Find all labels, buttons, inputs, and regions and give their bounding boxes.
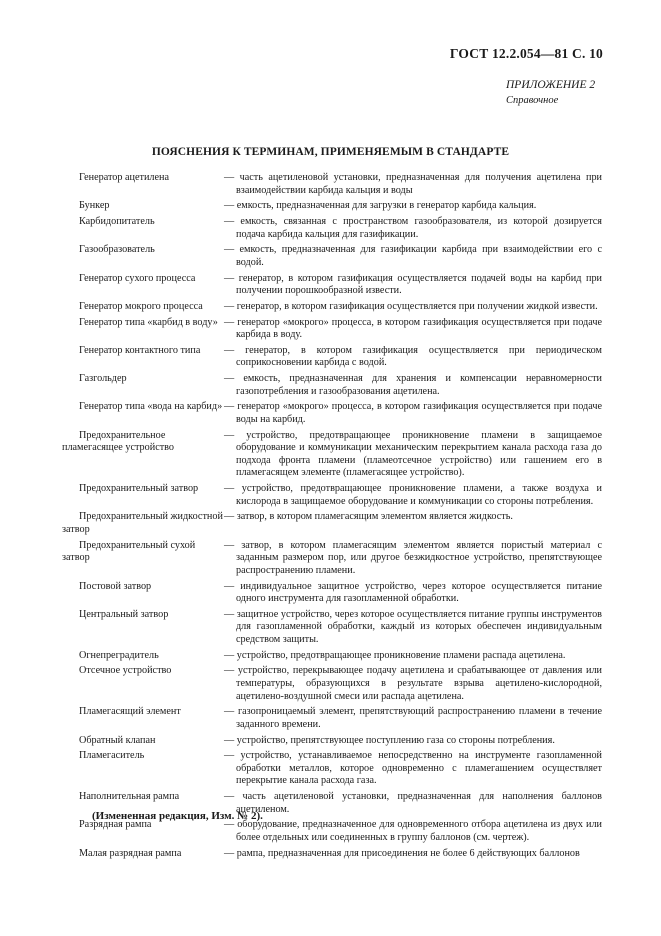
- term-name: Генератор сухого процесса: [79, 272, 196, 284]
- term-definition: — индивидуальное защитное устройство, через которое осуществляется питание одного инструмента для газопламенной обработки.: [224, 580, 602, 605]
- term-definition: — емкость, предназначенная для загрузки в генератор карбида кальция.: [224, 200, 537, 212]
- term-definition: — устройство, препятствующее поступлению газа со стороны потребления.: [224, 734, 555, 746]
- term-definition: — рампа, предназначенная для присоединения не более 6 действующих баллонов: [224, 847, 580, 859]
- term-definition: — защитное устройство, через которое осуществляется питание группы инструментов для газопламенной обработки, каждый из которых обеспечен индивидуальным средством защиты.: [224, 608, 602, 645]
- term-name: Карбидопитатель: [79, 215, 155, 227]
- standard-code: ГОСТ 12.2.054—81 С. 10: [449, 46, 603, 61]
- appendix-type: Справочное: [506, 95, 559, 106]
- term-row: [62, 819, 602, 844]
- term-definition: — оборудование, предназначенное для одновременного отбора ацетилена из двух или более отдельных или соединенных в группу баллонов (см. чертеж).: [224, 819, 602, 843]
- term-name: Предохранительный сухой затвор: [62, 539, 196, 564]
- term-row: [62, 317, 602, 342]
- term-name: Постовой затвор: [79, 580, 152, 592]
- term-name: Генератор мокрого процесса: [79, 300, 203, 312]
- term-row: [62, 301, 602, 314]
- term-definition: — емкость, связанная с пространством газообразователя, из которой дозируется подача карбида кальция для газификации.: [224, 215, 602, 240]
- term-name: Малая разрядная рампа: [79, 847, 182, 859]
- terms-list: [62, 172, 602, 863]
- term-definition: — генератор «мокрого» процесса, в котором газификация осуществляется при подаче воды на карбид.: [224, 401, 602, 425]
- term-row: [62, 540, 602, 578]
- term-row: [62, 345, 602, 370]
- term-row: [62, 273, 602, 298]
- term-name: Газгольдер: [79, 373, 127, 385]
- term-definition: — устройство, перекрывающее подачу ацетилена и срабатывающее от давления или температуры, образующихся в результате взрыва ацетилено-кислородной, ацетилено-воздушной смеси или распада ацетилена.: [224, 665, 602, 702]
- term-definition: — емкость, предназначенная для газификации карбида при взаимодействии его с водой.: [224, 244, 602, 268]
- term-definition: — затвор, в котором пламегасящим элементом является пористый материал с заданным размером пор, или другое безжидкостное устройство, препятствующее распространению пламени.: [224, 539, 602, 576]
- term-definition: — затвор, в котором пламегасящим элементом является жидкость.: [224, 511, 513, 523]
- term-name: Центральный затвор: [79, 608, 169, 620]
- term-name: Предохранительный жидкостной затвор: [62, 511, 223, 535]
- term-definition: — газопроницаемый элемент, препятствующий распространению пламени в течение заданного времени.: [224, 706, 602, 730]
- term-definition: — емкость, предназначенная для хранения и компенсации неравномерности газопотребления и газообразования ацетилена.: [224, 373, 602, 397]
- term-row: [62, 848, 602, 861]
- term-row: [62, 609, 602, 647]
- term-name: Бункер: [79, 200, 110, 212]
- term-row: [62, 706, 602, 731]
- term-row: [62, 430, 602, 480]
- term-definition: — устройство, устанавливаемое непосредственно на инструменте газопламенной обработки металлов, которое одновременно с пламегашением осуществляет перекрытие канала расхода газа.: [224, 750, 602, 787]
- term-row: [62, 483, 602, 508]
- term-name: Пламегасящий элемент: [79, 706, 181, 718]
- appendix-number: ПРИЛОЖЕНИЕ 2: [506, 79, 596, 91]
- term-row: [62, 244, 602, 269]
- term-definition: — генератор, в котором газификация осуществляется при периодическом соприкосновении карбида с водой.: [224, 344, 602, 369]
- term-row: [62, 401, 602, 426]
- term-definition: — часть ацетиленовой установки, предназначенная для наполнения баллонов ацетиленом.: [224, 791, 602, 815]
- term-name: Генератор контактного типа: [79, 344, 201, 356]
- term-name: Генератор типа «вода на карбид»: [79, 401, 223, 413]
- term-row: [62, 581, 602, 606]
- term-name: Пламегаситель: [79, 750, 145, 762]
- term-row: [62, 216, 602, 241]
- term-definition: — устройство, предотвращающее проникновение пламени распада ацетилена.: [224, 649, 566, 661]
- revision-note: (Измененная редакция, Изм. № 2).: [92, 810, 263, 822]
- term-name: Наполнительная рампа: [79, 791, 180, 803]
- term-definition: — устройство, предотвращающее проникновение пламени, а также воздуха и кислорода в защищаемое оборудование и коммуникации со стороны потребления.: [224, 483, 602, 507]
- term-name: Предохранительный затвор: [79, 483, 199, 495]
- term-row: [62, 172, 602, 197]
- term-definition: — генератор «мокрого» процесса, в котором газификация осуществляется при подаче карбида в воду.: [224, 316, 602, 341]
- term-name: Огнепреградитель: [79, 649, 159, 661]
- term-name: Газообразователь: [79, 244, 155, 256]
- term-row: [62, 373, 602, 398]
- term-name: Разрядная рампа: [79, 819, 152, 831]
- page-title: ПОЯСНЕНИЯ К ТЕРМИНАМ, ПРИМЕНЯЕМЫМ В СТАНДАРТЕ: [151, 146, 510, 158]
- term-name: Обратный клапан: [79, 734, 156, 746]
- term-name: Отсечное устройство: [79, 665, 172, 677]
- term-row: [62, 735, 602, 748]
- appendix-label: [506, 78, 595, 108]
- term-definition: — генератор, в котором газификация осуществляется при получении жидкой извести.: [224, 300, 598, 312]
- term-row: [62, 511, 602, 536]
- term-name: Генератор типа «карбид в воду»: [79, 316, 218, 328]
- term-row: [62, 665, 602, 703]
- term-definition: — устройство, предотвращающее проникновение пламени в защищаемое оборудование и коммуникации механическим перекрытием канала расхода газа до подхода фронта пламени (пламеотсечное устройство) или гашением его в пламегасящем элементе (пламегасящее устройство).: [224, 429, 602, 479]
- term-definition: — часть ацетиленовой установки, предназначенная для получения ацетилена при взаимодействии карбида кальция и воды: [224, 172, 602, 196]
- term-definition: — генератор, в котором газификация осуществляется подачей воды на карбид при получении порошкообразной извести.: [224, 272, 602, 297]
- term-row: [62, 200, 602, 213]
- term-name: Генератор ацетилена: [79, 172, 169, 183]
- term-row: [62, 650, 602, 663]
- term-name: Предохранительное пламегасящее устройство: [62, 429, 175, 454]
- term-row: [62, 750, 602, 788]
